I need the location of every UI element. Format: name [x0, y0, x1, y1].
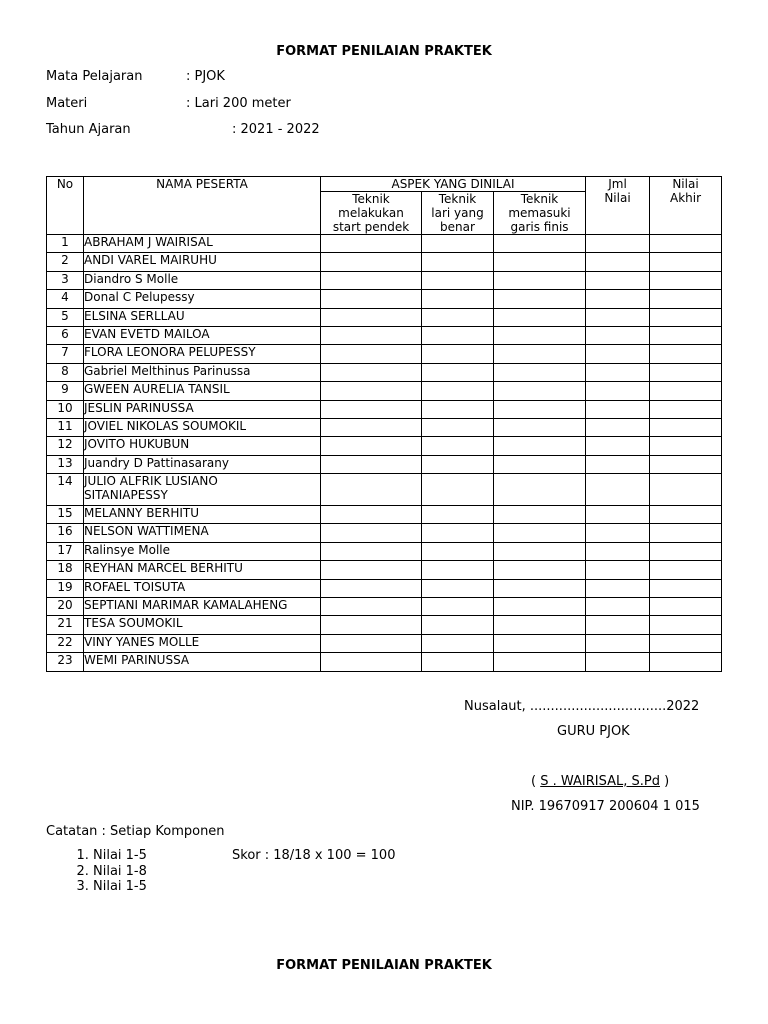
- score-cell: [422, 326, 494, 344]
- table-row: [47, 616, 722, 634]
- score-cell: [586, 382, 650, 400]
- score-cell: [494, 363, 586, 381]
- score-cell: [494, 290, 586, 308]
- participant-name: VINY YANES MOLLE: [84, 634, 321, 652]
- header-aspect-group: ASPEK YANG DINILAI: [321, 177, 586, 192]
- participant-name: Diandro S Molle: [84, 271, 321, 289]
- score-cell: [586, 653, 650, 671]
- score-cell: [422, 271, 494, 289]
- score-cell: [494, 524, 586, 542]
- score-cell: [321, 308, 422, 326]
- row-number: 9: [47, 382, 84, 400]
- participant-name: JOVIEL NIKOLAS SOUMOKIL: [84, 418, 321, 436]
- notes-item: 3. Nilai 1-5: [93, 879, 147, 895]
- participant-name: TESA SOUMOKIL: [84, 616, 321, 634]
- subject-label: Mata Pelajaran: [46, 69, 143, 84]
- teacher-role: GURU PJOK: [557, 724, 630, 739]
- score-cell: [422, 290, 494, 308]
- score-cell: [650, 345, 722, 363]
- score-cell: [321, 455, 422, 473]
- score-cell: [494, 345, 586, 363]
- score-cell: [494, 653, 586, 671]
- table-row: [47, 418, 722, 436]
- score-cell: [321, 524, 422, 542]
- score-cell: [321, 400, 422, 418]
- score-cell: [321, 382, 422, 400]
- score-cell: [586, 542, 650, 560]
- score-cell: [494, 271, 586, 289]
- table-row: [47, 382, 722, 400]
- row-number: 5: [47, 308, 84, 326]
- participant-name: Juandry D Pattinasarany: [84, 455, 321, 473]
- row-number: 19: [47, 579, 84, 597]
- score-cell: [321, 253, 422, 271]
- header-aspect-1: Teknik melakukan start pendek: [321, 192, 422, 235]
- material-label: Materi: [46, 96, 88, 111]
- row-number: 4: [47, 290, 84, 308]
- score-cell: [586, 598, 650, 616]
- score-cell: [321, 506, 422, 524]
- score-cell: [494, 382, 586, 400]
- score-formula: Skor : 18/18 x 100 = 100: [232, 848, 396, 863]
- score-cell: [650, 616, 722, 634]
- score-cell: [494, 616, 586, 634]
- row-number: 15: [47, 506, 84, 524]
- score-cell: [586, 561, 650, 579]
- participant-name: SEPTIANI MARIMAR KAMALAHENG: [84, 598, 321, 616]
- participant-name: Gabriel Melthinus Parinussa: [84, 363, 321, 381]
- notes-item: 2. Nilai 1-8: [93, 864, 147, 880]
- score-cell: [422, 579, 494, 597]
- score-cell: [650, 506, 722, 524]
- score-cell: [321, 326, 422, 344]
- table-row: [47, 524, 722, 542]
- header-name: NAMA PESERTA: [84, 177, 321, 235]
- assessment-table: [46, 176, 722, 672]
- score-cell: [586, 474, 650, 506]
- row-number: 20: [47, 598, 84, 616]
- row-number: 7: [47, 345, 84, 363]
- page-title: FORMAT PENILAIAN PRAKTEK: [276, 44, 492, 59]
- score-cell: [586, 253, 650, 271]
- participant-name: ANDI VAREL MAIRUHU: [84, 253, 321, 271]
- notes-item: 1. Nilai 1-5: [93, 848, 147, 864]
- participant-name: Donal C Pelupessy: [84, 290, 321, 308]
- score-cell: [650, 474, 722, 506]
- score-cell: [321, 437, 422, 455]
- score-cell: [650, 308, 722, 326]
- score-cell: [650, 235, 722, 253]
- teacher-nip: NIP. 19670917 200604 1 015: [511, 799, 700, 814]
- row-number: 22: [47, 634, 84, 652]
- score-cell: [422, 653, 494, 671]
- score-cell: [650, 363, 722, 381]
- participant-name: GWEEN AURELIA TANSIL: [84, 382, 321, 400]
- score-cell: [586, 524, 650, 542]
- score-cell: [650, 437, 722, 455]
- score-cell: [321, 474, 422, 506]
- row-number: 11: [47, 418, 84, 436]
- header-total: Jml Nilai: [586, 177, 650, 235]
- score-cell: [586, 326, 650, 344]
- score-cell: [321, 561, 422, 579]
- score-cell: [422, 542, 494, 560]
- score-cell: [422, 437, 494, 455]
- score-cell: [650, 561, 722, 579]
- participant-name: JULIO ALFRIK LUSIANO SITANIAPESSY: [84, 474, 321, 506]
- year-value: : 2021 - 2022: [232, 122, 320, 137]
- score-cell: [422, 363, 494, 381]
- score-cell: [650, 653, 722, 671]
- header-aspect-3: Teknik memasuki garis finis: [494, 192, 586, 235]
- score-cell: [586, 506, 650, 524]
- score-cell: [422, 235, 494, 253]
- score-cell: [586, 634, 650, 652]
- score-cell: [321, 616, 422, 634]
- score-cell: [650, 382, 722, 400]
- score-cell: [494, 400, 586, 418]
- score-cell: [650, 326, 722, 344]
- score-cell: [321, 271, 422, 289]
- participant-name: Ralinsye Molle: [84, 542, 321, 560]
- row-number: 6: [47, 326, 84, 344]
- participant-rows: [47, 235, 722, 672]
- score-cell: [586, 400, 650, 418]
- score-cell: [422, 616, 494, 634]
- table-row: [47, 561, 722, 579]
- table-row: [47, 474, 722, 506]
- participant-name: WEMI PARINUSSA: [84, 653, 321, 671]
- score-cell: [650, 598, 722, 616]
- table-row: [47, 634, 722, 652]
- teacher-name: S . WAIRISAL, S.Pd: [540, 774, 660, 789]
- score-cell: [494, 437, 586, 455]
- participant-name: ELSINA SERLLAU: [84, 308, 321, 326]
- table-row: [47, 437, 722, 455]
- row-number: 18: [47, 561, 84, 579]
- table-row: [47, 400, 722, 418]
- score-cell: [321, 290, 422, 308]
- row-number: 13: [47, 455, 84, 473]
- score-cell: [586, 616, 650, 634]
- score-cell: [650, 271, 722, 289]
- participant-name: EVAN EVETD MAILOA: [84, 326, 321, 344]
- participant-name: ABRAHAM J WAIRISAL: [84, 235, 321, 253]
- row-number: 2: [47, 253, 84, 271]
- score-cell: [650, 579, 722, 597]
- score-cell: [494, 474, 586, 506]
- score-cell: [321, 542, 422, 560]
- row-number: 17: [47, 542, 84, 560]
- table-row: [47, 290, 722, 308]
- score-cell: [321, 653, 422, 671]
- year-label: Tahun Ajaran: [46, 122, 131, 137]
- score-cell: [422, 506, 494, 524]
- table-row: [47, 579, 722, 597]
- score-cell: [586, 455, 650, 473]
- material-value: : Lari 200 meter: [186, 96, 291, 111]
- table-row: [47, 345, 722, 363]
- score-cell: [494, 634, 586, 652]
- table-row: [47, 326, 722, 344]
- score-cell: [494, 561, 586, 579]
- score-cell: [321, 363, 422, 381]
- participant-name: NELSON WATTIMENA: [84, 524, 321, 542]
- score-cell: [422, 253, 494, 271]
- score-cell: [494, 418, 586, 436]
- row-number: 14: [47, 474, 84, 506]
- teacher-name-line: ( S . WAIRISAL, S.Pd ): [531, 774, 670, 789]
- participant-name: FLORA LEONORA PELUPESSY: [84, 345, 321, 363]
- score-cell: [586, 308, 650, 326]
- table-row: [47, 363, 722, 381]
- score-cell: [321, 345, 422, 363]
- score-cell: [494, 579, 586, 597]
- row-number: 8: [47, 363, 84, 381]
- score-cell: [321, 418, 422, 436]
- score-cell: [586, 363, 650, 381]
- subject-value: : PJOK: [186, 69, 225, 84]
- participant-name: MELANNY BERHITU: [84, 506, 321, 524]
- row-number: 21: [47, 616, 84, 634]
- score-cell: [586, 271, 650, 289]
- score-cell: [494, 506, 586, 524]
- score-cell: [422, 524, 494, 542]
- score-cell: [321, 579, 422, 597]
- score-cell: [586, 290, 650, 308]
- score-cell: [494, 542, 586, 560]
- score-cell: [586, 235, 650, 253]
- score-cell: [586, 345, 650, 363]
- table-row: [47, 506, 722, 524]
- participant-name: JOVITO HUKUBUN: [84, 437, 321, 455]
- place-date: Nusalaut, .................................2022: [464, 699, 700, 714]
- score-cell: [586, 437, 650, 455]
- participant-name: ROFAEL TOISUTA: [84, 579, 321, 597]
- table-row: [47, 235, 722, 253]
- score-cell: [422, 382, 494, 400]
- table-row: [47, 542, 722, 560]
- table-row: [47, 455, 722, 473]
- row-number: 12: [47, 437, 84, 455]
- score-cell: [650, 400, 722, 418]
- score-cell: [650, 524, 722, 542]
- score-cell: [422, 561, 494, 579]
- score-cell: [494, 308, 586, 326]
- table-row: [47, 271, 722, 289]
- table-row: [47, 253, 722, 271]
- header-no: No: [47, 177, 84, 235]
- table-row: [47, 308, 722, 326]
- row-number: 3: [47, 271, 84, 289]
- score-cell: [494, 235, 586, 253]
- score-cell: [321, 235, 422, 253]
- score-cell: [422, 400, 494, 418]
- score-cell: [586, 579, 650, 597]
- header-aspect-2: Teknik lari yang benar: [422, 192, 494, 235]
- table-row: [47, 653, 722, 671]
- score-cell: [494, 326, 586, 344]
- score-cell: [422, 308, 494, 326]
- notes-heading: Catatan : Setiap Komponen: [46, 824, 225, 839]
- header-final: Nilai Akhir: [650, 177, 722, 235]
- score-cell: [650, 418, 722, 436]
- score-cell: [586, 418, 650, 436]
- row-number: 10: [47, 400, 84, 418]
- score-cell: [650, 455, 722, 473]
- score-cell: [422, 634, 494, 652]
- score-cell: [494, 598, 586, 616]
- score-cell: [494, 455, 586, 473]
- score-cell: [321, 634, 422, 652]
- score-cell: [422, 345, 494, 363]
- row-number: 1: [47, 235, 84, 253]
- participant-name: JESLIN PARINUSSA: [84, 400, 321, 418]
- score-cell: [422, 418, 494, 436]
- row-number: 23: [47, 653, 84, 671]
- score-cell: [494, 253, 586, 271]
- score-cell: [650, 290, 722, 308]
- notes-list: [46, 848, 147, 895]
- score-cell: [422, 474, 494, 506]
- score-cell: [650, 542, 722, 560]
- score-cell: [422, 598, 494, 616]
- score-cell: [650, 253, 722, 271]
- participant-name: REYHAN MARCEL BERHITU: [84, 561, 321, 579]
- score-cell: [321, 598, 422, 616]
- score-cell: [650, 634, 722, 652]
- footer-title: FORMAT PENILAIAN PRAKTEK: [276, 958, 492, 973]
- score-cell: [422, 455, 494, 473]
- table-row: [47, 598, 722, 616]
- row-number: 16: [47, 524, 84, 542]
